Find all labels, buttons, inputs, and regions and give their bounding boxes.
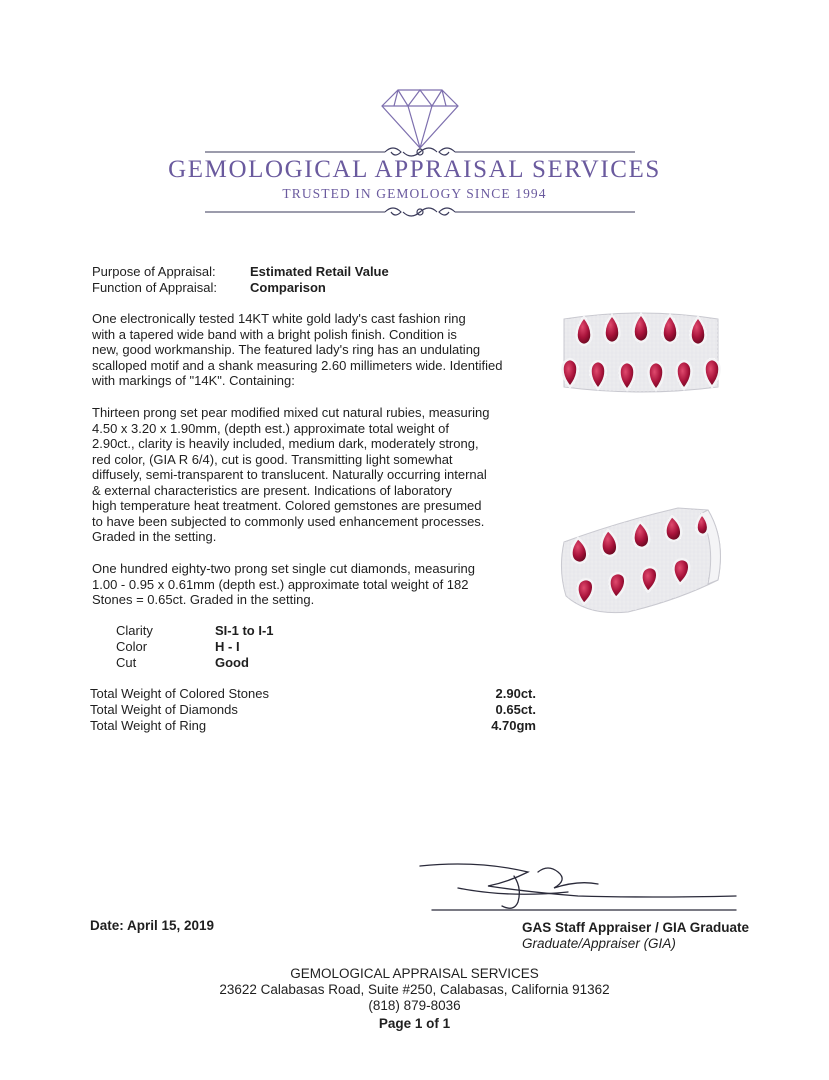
ruby-line: to have been subjected to commonly used enhancement processes. xyxy=(92,513,485,529)
ruby-line: high temperature heat treatment. Colored gemstones are presumed xyxy=(92,498,482,513)
ruby-line: Graded in the setting. xyxy=(92,529,217,544)
appraisal-date: Date: April 15, 2019 xyxy=(90,918,215,933)
org-name: GEMOLOGICAL APPRAISAL SERVICES xyxy=(168,156,661,183)
description-line: with a tapered wide band with a bright polish finish. Condition is xyxy=(92,326,457,342)
ring-photo-top xyxy=(560,305,722,397)
description-line: One electronically tested 14KT white gold lady's cast fashion ring xyxy=(92,311,466,326)
purpose-value: Estimated Retail Value xyxy=(250,264,389,279)
description-line: scalloped motif and a shank measuring 2.60 millimeters wide. Identified xyxy=(92,357,503,373)
diamond-logo-icon xyxy=(380,86,460,150)
total-diamonds-label: Total Weight of Diamonds xyxy=(90,702,238,717)
org-tagline: TRUSTED IN GEMOLOGY SINCE 1994 xyxy=(282,186,547,201)
footer-address: 23622 Calabasas Road, Suite #250, Calabasas, California 91362 xyxy=(219,982,610,997)
total-diamonds-value: 0.65ct. xyxy=(495,702,536,717)
signature-icon xyxy=(418,858,748,918)
description-line: new, good workmanship. The featured lady's ring has an undulating xyxy=(92,342,481,357)
ruby-line: 4.50 x 3.20 x 1.90mm, (depth est.) approximate total weight of xyxy=(92,420,449,436)
total-colored-label: Total Weight of Colored Stones xyxy=(90,686,269,701)
signature-title: GAS Staff Appraiser / GIA Graduate xyxy=(522,920,750,935)
signature-subtitle: Graduate/Appraiser (GIA) xyxy=(522,936,676,951)
cut-label: Cut xyxy=(116,655,137,670)
diamond-line: One hundred eighty-two prong set single cut diamonds, measuring xyxy=(92,561,475,576)
description-line: with markings of "14K". Containing: xyxy=(92,373,295,388)
cut-value: Good xyxy=(215,655,249,670)
ruby-line: red color, (GIA R 6/4), cut is good. Transmitting light somewhat xyxy=(92,451,453,467)
ruby-line: & external characteristics are present. Indications of laboratory xyxy=(92,482,452,498)
color-label: Color xyxy=(116,639,148,654)
footer-org-name: GEMOLOGICAL APPRAISAL SERVICES xyxy=(290,966,539,981)
clarity-value: SI-1 to I-1 xyxy=(215,623,274,638)
total-ring-value: 4.70gm xyxy=(491,718,536,733)
purpose-label: Purpose of Appraisal: xyxy=(92,264,216,279)
diamond-line: Stones = 0.65ct. Graded in the setting. xyxy=(92,592,315,607)
function-value: Comparison xyxy=(250,280,326,295)
ruby-line: Thirteen prong set pear modified mixed cut natural rubies, measuring xyxy=(92,405,490,420)
clarity-label: Clarity xyxy=(116,623,153,638)
color-value: H - I xyxy=(215,639,240,654)
ruby-line: 2.90ct., clarity is heavily included, medium dark, moderately strong, xyxy=(92,436,479,451)
total-colored-value: 2.90ct. xyxy=(495,686,536,701)
ring-photo-angled xyxy=(558,500,726,618)
diamond-line: 1.00 - 0.95 x 0.61mm (depth est.) approximate total weight of 182 xyxy=(92,576,469,592)
ruby-line: diffusely, semi-transparent to translucent. Naturally occurring internal xyxy=(92,467,487,482)
diamond-description xyxy=(92,561,532,608)
function-label: Function of Appraisal: xyxy=(92,280,218,295)
total-ring-label: Total Weight of Ring xyxy=(90,718,207,733)
page-number: Page 1 of 1 xyxy=(378,1016,451,1031)
header-rule-bottom xyxy=(205,202,635,222)
footer-phone: (818) 879-8036 xyxy=(368,998,461,1013)
ring-description xyxy=(92,311,532,389)
ruby-description xyxy=(92,405,532,545)
